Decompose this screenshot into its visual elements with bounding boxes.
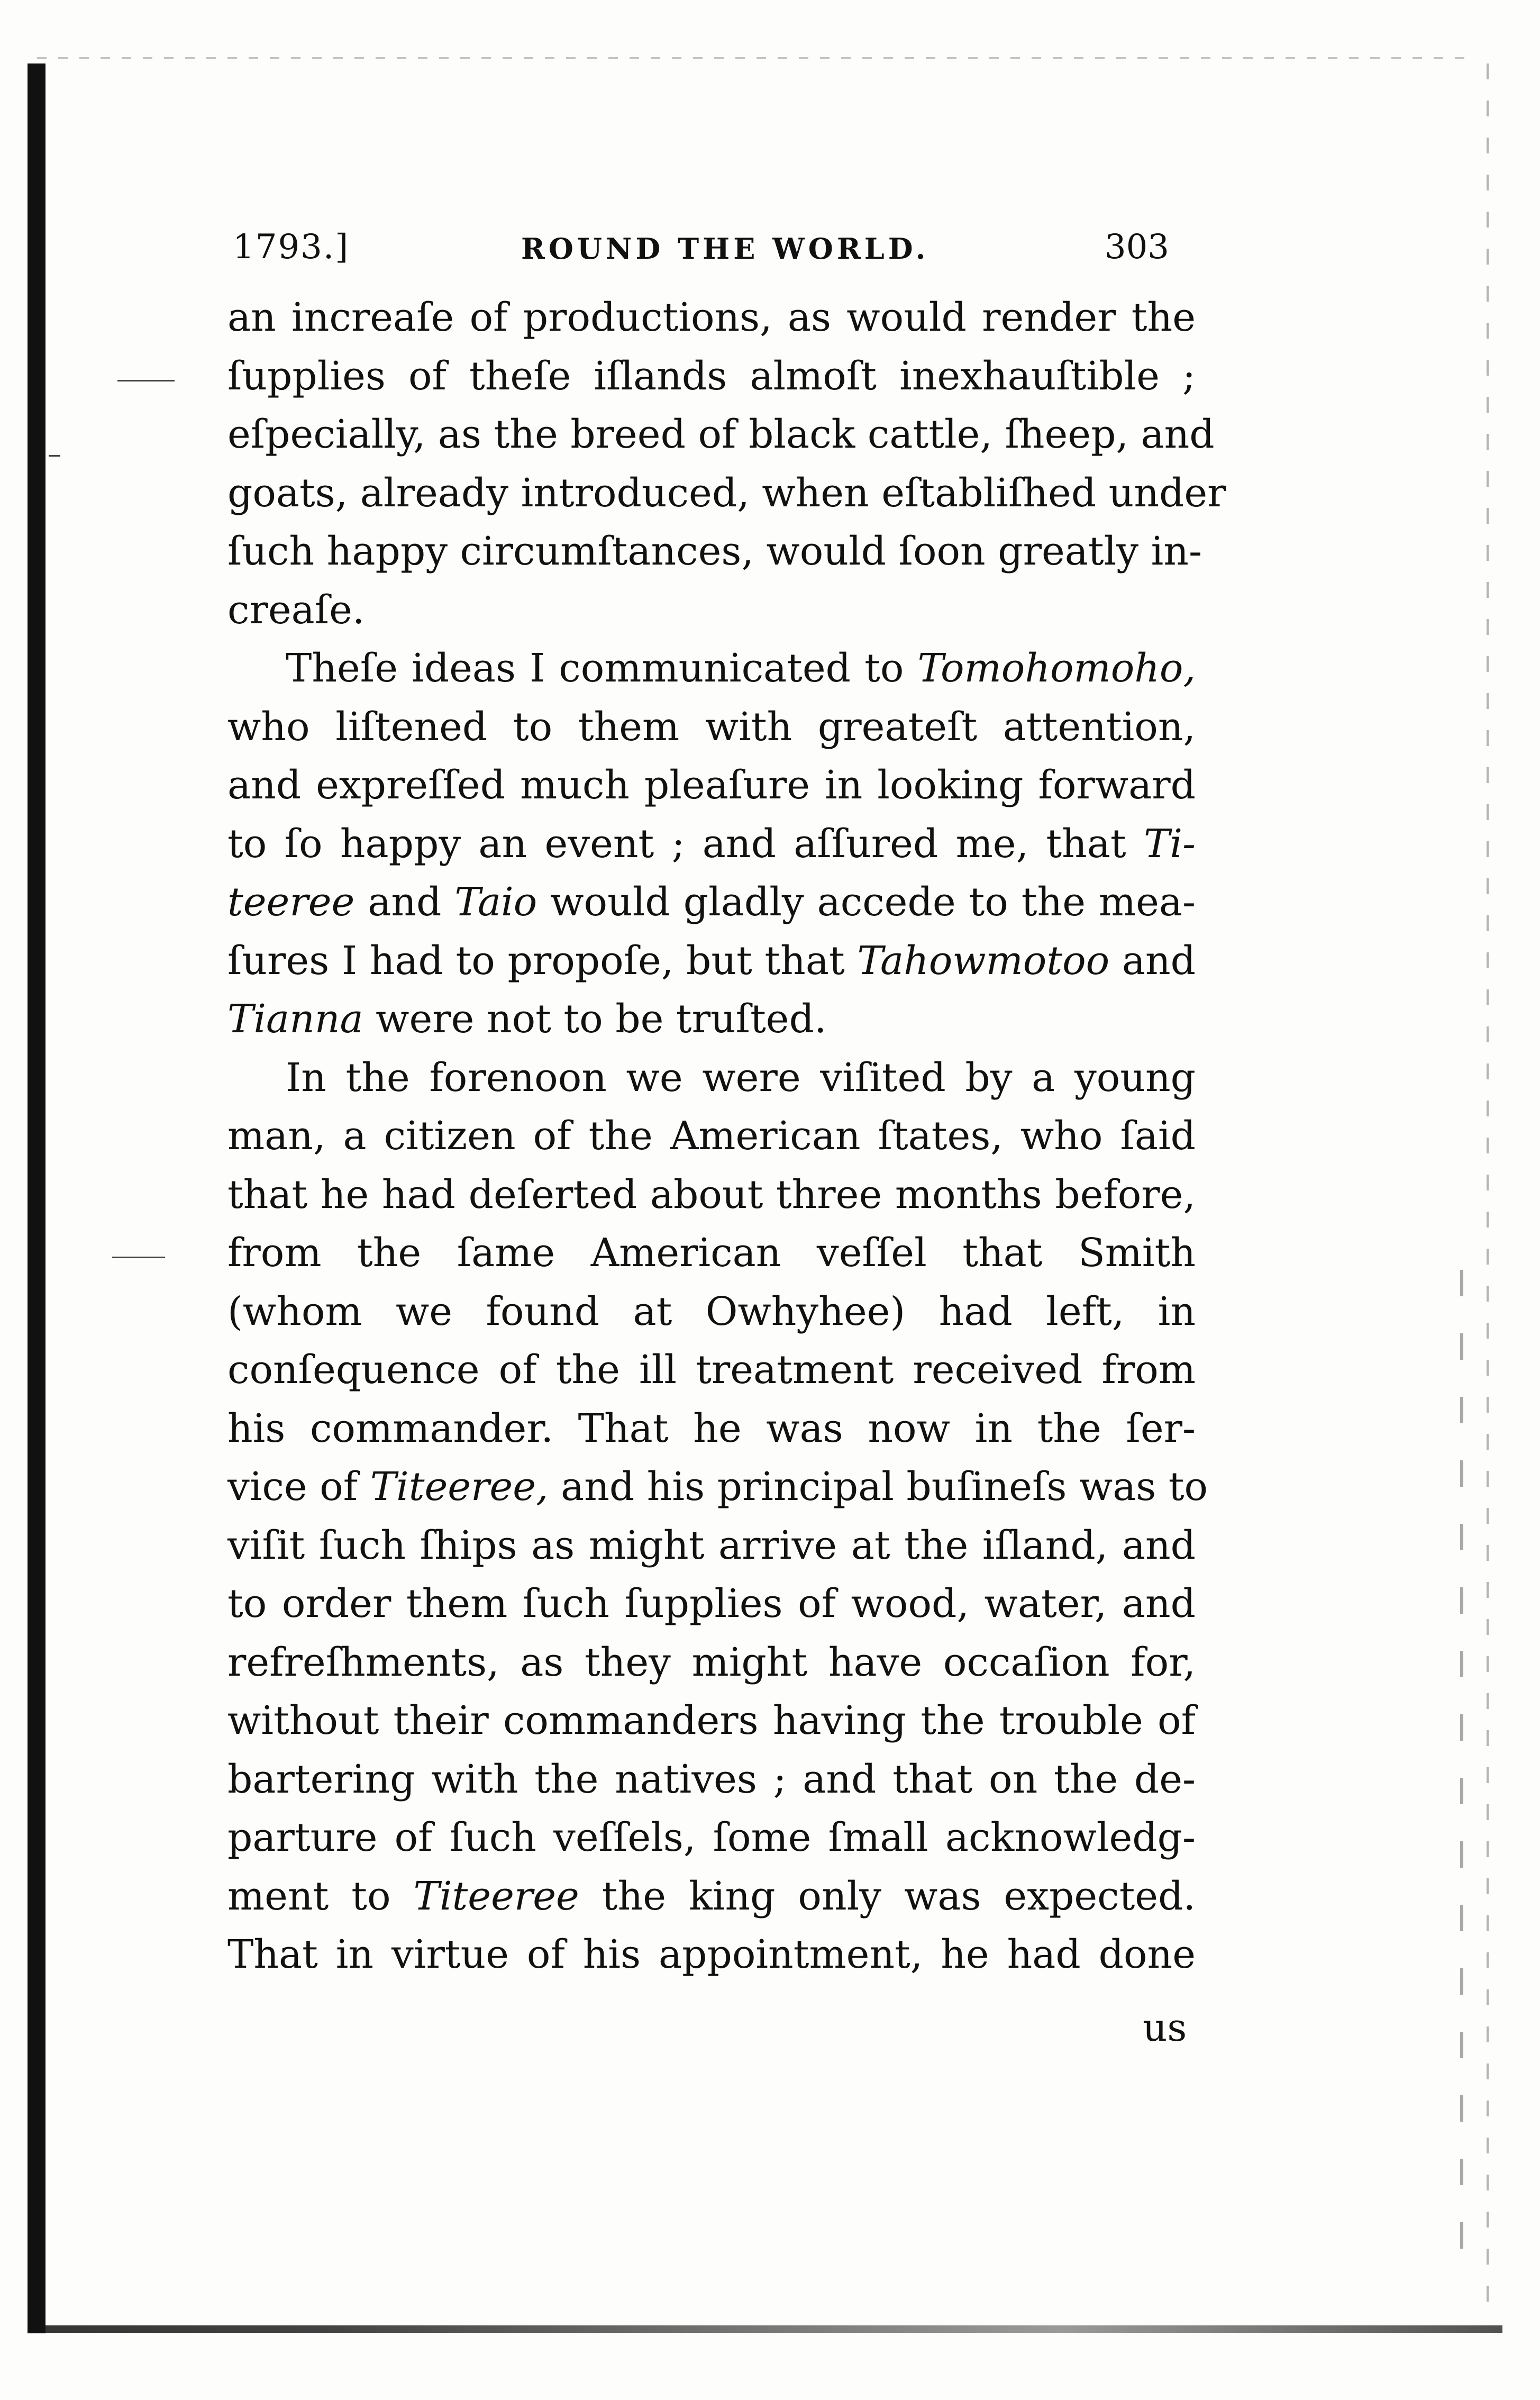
text-line xyxy=(227,1575,1196,1633)
text-segment: Theſe ideas I communicated to xyxy=(286,646,918,691)
text-line xyxy=(227,1692,1196,1750)
text-line xyxy=(227,1808,1196,1867)
text-segment: from the ſame American veſſel that Smith xyxy=(227,1230,1196,1276)
text-line xyxy=(227,1107,1196,1166)
text-segment: ment to xyxy=(227,1873,414,1919)
text-segment: ſupplies of theſe iſlands almoſt inexhauſtible ; xyxy=(227,353,1196,399)
text-segment: man, a citizen of the American ſtates, who ſaid xyxy=(227,1113,1196,1159)
text-segment: conſequence of the ill treatment received from xyxy=(227,1347,1196,1393)
body-text xyxy=(227,288,1226,1984)
text-line xyxy=(227,1166,1196,1224)
text-segment: bartering with the natives ; and that on the de- xyxy=(227,1756,1196,1802)
text-segment: and xyxy=(354,879,455,925)
text-line xyxy=(227,405,1215,464)
text-segment: and expreſſed much pleaſure in looking forward xyxy=(227,762,1196,808)
text-line xyxy=(227,1224,1196,1283)
text-line xyxy=(227,932,1196,990)
bottom-page-edge xyxy=(32,2325,1502,2333)
running-head xyxy=(233,228,1169,275)
text-line xyxy=(227,873,1196,932)
italic-text: Tianna xyxy=(227,996,363,1042)
text-line xyxy=(227,1516,1196,1575)
running-head-title: ROUND THE WORLD. xyxy=(521,232,930,266)
text-line xyxy=(227,288,1196,347)
text-segment: eſpecially, as the breed of black cattle, ſheep, and xyxy=(227,412,1215,457)
text-segment: In the forenoon we were viſited by a young xyxy=(286,1054,1196,1101)
catchword: us xyxy=(1143,2005,1187,2050)
text-line xyxy=(227,1750,1196,1809)
text-segment: his commander. That he was now in the ſer- xyxy=(227,1405,1196,1451)
italic-text: Titeeree xyxy=(413,1873,579,1919)
right-page-edge xyxy=(1487,63,1489,2312)
text-segment: without their commanders having the trouble of xyxy=(227,1698,1196,1743)
italic-text: Ti- xyxy=(1143,821,1196,867)
text-line xyxy=(227,464,1226,523)
text-segment: ſuch happy circumſtances, would ſoon greatly in- xyxy=(227,529,1202,574)
text-line xyxy=(227,1458,1208,1516)
top-page-edge xyxy=(37,57,1465,59)
text-segment: goats, already introduced, when eſtabliſhed under xyxy=(227,470,1226,516)
text-segment: who liſtened to them with greateſt attention, xyxy=(227,704,1196,750)
text-segment: refreſhments, as they might have occaſion for, xyxy=(227,1639,1196,1685)
text-line xyxy=(227,347,1196,406)
text-segment: an increaſe of productions, as would render the xyxy=(227,295,1196,340)
italic-text: Titeeree, xyxy=(370,1464,549,1510)
text-segment: would gladly accede to the mea- xyxy=(537,879,1196,925)
margin-mark xyxy=(117,380,175,381)
text-segment: to order them ſuch ſupplies of wood, water, and xyxy=(227,1581,1196,1626)
text-line xyxy=(227,698,1196,757)
text-line xyxy=(227,1399,1196,1458)
text-line xyxy=(227,1341,1196,1399)
running-head-year: 1793.] xyxy=(233,228,350,267)
italic-text: Tomohomoho, xyxy=(917,646,1196,691)
text-line xyxy=(227,639,1196,698)
text-line xyxy=(227,815,1196,874)
text-segment: That in virtue of his appointment, he had done xyxy=(227,1932,1196,1977)
italic-text: teeree xyxy=(227,879,355,925)
text-segment: vice of xyxy=(227,1464,370,1510)
text-segment: the king only was expected. xyxy=(579,1873,1196,1919)
text-segment: to ſo happy an event ; and aſſured me, that xyxy=(227,821,1144,867)
margin-mark xyxy=(49,455,60,457)
text-line xyxy=(227,756,1196,815)
margin-mark xyxy=(112,1257,165,1258)
text-segment: and his principal buſineſs was to xyxy=(548,1464,1208,1510)
page-spine-shadow xyxy=(28,63,45,2333)
text-segment: parture of ſuch veſſels, ſome ſmall acknowledg- xyxy=(227,1815,1196,1860)
text-segment: ſures I had to propoſe, but that xyxy=(227,938,858,984)
text-line xyxy=(227,522,1202,581)
page-number: 303 xyxy=(1104,228,1169,267)
text-segment: (whom we found at Owhyhee) had left, in xyxy=(227,1288,1196,1334)
text-line xyxy=(227,1925,1196,1984)
text-line xyxy=(227,1283,1196,1341)
text-line xyxy=(227,1867,1196,1926)
text-line xyxy=(227,1633,1196,1692)
text-line xyxy=(227,581,1196,640)
text-segment: and xyxy=(1109,938,1196,984)
text-line xyxy=(227,990,1196,1049)
text-segment: were not to be truſted. xyxy=(363,996,827,1042)
text-line xyxy=(227,1049,1196,1107)
right-page-edge-inner xyxy=(1460,1270,1463,2275)
italic-text: Taio xyxy=(454,879,537,925)
text-segment: viſit ſuch ſhips as might arrive at the iſland, and xyxy=(227,1522,1196,1568)
text-segment: creaſe. xyxy=(227,587,365,633)
italic-text: Tahowmotoo xyxy=(857,938,1110,984)
text-segment: that he had deſerted about three months before, xyxy=(227,1171,1196,1217)
